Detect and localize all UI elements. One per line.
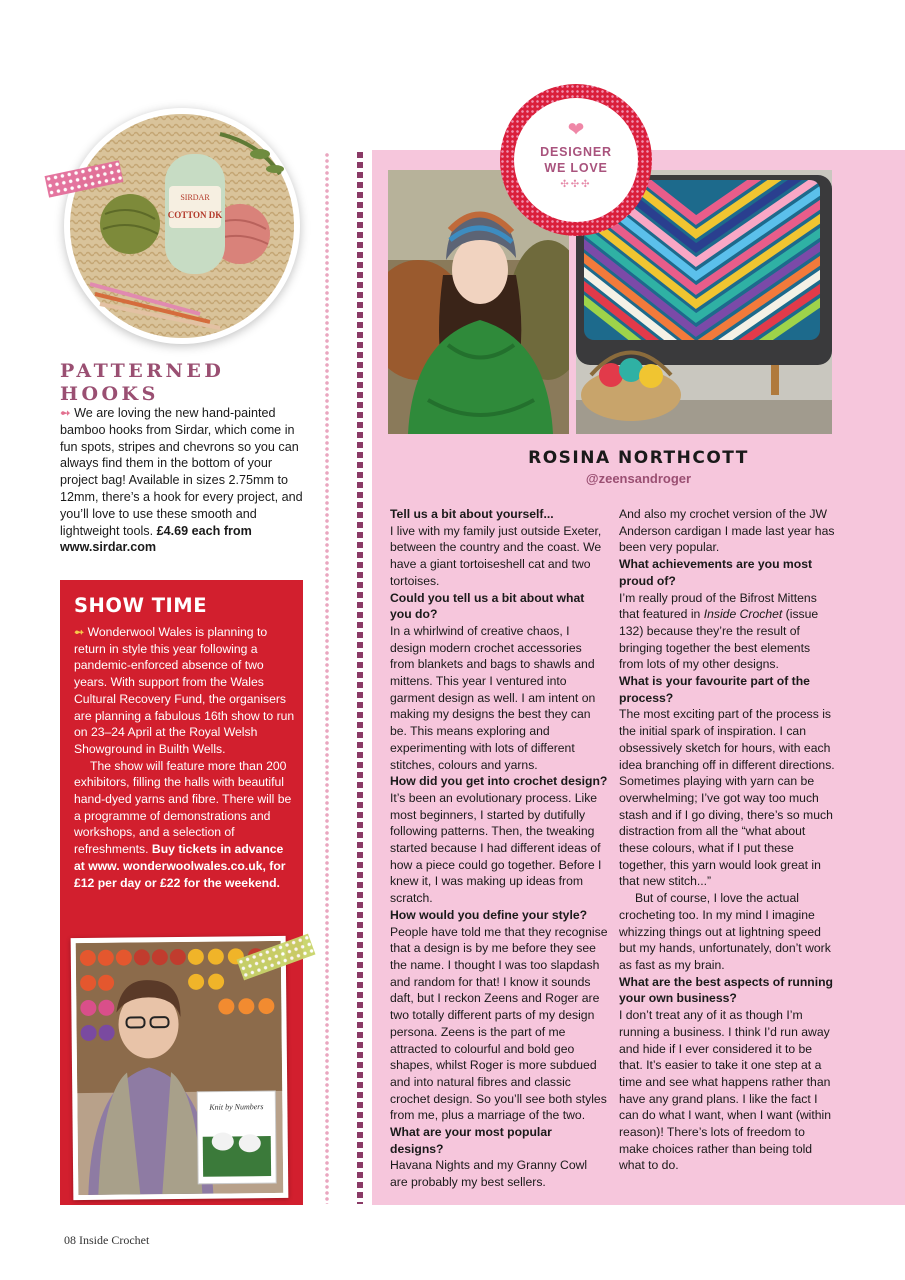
badge-line-2: WE LOVE [544, 161, 608, 175]
interview-column-1 [390, 506, 608, 1191]
page-number: 08 [64, 1233, 76, 1247]
dashed-divider [357, 152, 363, 1204]
patterned-hooks-title: PATTERNED HOOKS [60, 360, 225, 405]
page-footer [64, 1233, 149, 1248]
answer-1: I live with my family just outside Exeter, between the country and the coast. We have a giant tortoiseshell cat and two tortoises. [390, 523, 602, 588]
wonderwool-photo [76, 941, 284, 1195]
question-6: What achievements are you most proud of? [619, 557, 813, 588]
hooks-text: We are loving the new hand-painted bamboo hooks from Sirdar, which come in fun spots, stripes and chevrons so you can always find them in the bottom of your project bag! Available in sizes 2.75mm to 12mm, there’s a hook for every project, and you’ll love to use these smooth and lightweight tools. [60, 406, 303, 538]
answer-7: The most exciting part of the process is the initial spark of inspiration. I can obsessively sketch for hours, with each idea branching off in different directions. Sometimes playing with yarn can be overwhelming; I’ve got way too much stash and if I go diving, there’s so much distraction from all the “what about these colours, what if I put these together, this yarn would look great in that new stitch...” [619, 707, 835, 889]
badge-line-1: DESIGNER [540, 145, 612, 159]
answer-2: In a whirlwind of creative chaos, I design modern crochet accessories from blankets and bags to shawls and mittens. This year I ventured into garment design as well. I am intent on making my designs the best they can be. This means exploring and experimenting with lots of different stitches, colours and yarns. [390, 623, 596, 772]
hooks-price: £4.69 each from www.sirdar.com [60, 523, 252, 555]
show-time-title: SHOW TIME [74, 594, 208, 617]
yarn-photo [64, 108, 300, 344]
answer-8: I don’t treat any of it as though I’m running a business. I think I’d run away and hide if I ever considered it to be that. It’s easier to take it one step at a time and see what happens rather than have any grand plans. I like the fact I can do what I want, when I want (within reason)! There’s lots of freedom to make choices rather than being told what to do. [619, 1008, 832, 1173]
question-7: What is your favourite part of the process? [619, 674, 810, 705]
answer-3: It’s been an evolutionary process. Like most beginners, I started by dutifully following patterns. Then, the tweaking started because I had different ideas of how a piece could go together. Before I knew it, I was making up ideas from scratch. [390, 790, 602, 906]
question-8: What are the best aspects of running your own business? [619, 974, 833, 1006]
show-para-2: The show will feature more than 200 exhibitors, filling the halls with beautiful hand-dyed yarns and fibre. There will be a programme of demonstrations and workshops, and a selection of refreshments. [74, 758, 292, 857]
heart-icon: ❤ [567, 119, 585, 141]
answer-5-part-1: Havana Nights and my Granny Cowl are probably my best sellers. [390, 1158, 588, 1190]
patterned-hooks-body [60, 405, 304, 556]
answer-7b: But of course, I love the actual crocheting too. In my mind I imagine whizzing things out at lightning speed but my hands, unfortunately, don’t work as fast as my brain. [619, 891, 831, 972]
designer-we-love-badge [500, 84, 652, 236]
badge-dots-icon: ✣✣✣ [560, 179, 592, 190]
yarn-label-name: COTTON DK [167, 210, 223, 220]
show-para-1: Wonderwool Wales is planning to return in style this year following a pandemic-enforced absence of two years. With support from the Wales Cultural Recovery Fund, the organisers are planning a fabulous 16th show to run on 23–24 April at the Royal Welsh Showground in Builth Wells. [74, 625, 295, 756]
interview-column-2 [619, 506, 835, 1174]
question-1: Tell us a bit about yourself... [390, 507, 554, 521]
arrow-icon: ➻ [74, 625, 85, 639]
designer-name: ROSINA NORTHCOTT [528, 448, 749, 468]
question-5: What are your most popular designs? [390, 1125, 552, 1156]
answer-5-part-2: And also my crochet version of the JW Anderson cardigan I made last year has been very popular. [619, 507, 835, 555]
yarn-label-brand: SIRDAR [180, 193, 210, 202]
question-3: How did you get into crochet design? [390, 774, 608, 789]
show-time-text [74, 624, 296, 891]
question-4: How would you define your style? [390, 907, 588, 922]
question-2: Could you tell us a bit about what you do? [390, 590, 585, 622]
poster-text: Knit by Numbers [209, 1102, 264, 1112]
show-time-box [60, 580, 303, 1205]
yarn-illustration [70, 114, 294, 338]
answer-6: I’m really proud of the Bifrost Mittens that featured in Inside Crochet (issue 132) because they’re the result of bringing together the best elements from lots of my other designs. [619, 590, 819, 672]
arrow-icon: ➻ [60, 406, 71, 420]
show-tickets: Buy tickets in advance at www. wonderwoolwales.co.uk, for £12 per day or £22 for the weekend. [74, 842, 286, 890]
designer-handle: @zeensandroger [585, 471, 692, 486]
magazine-name: Inside Crochet [79, 1233, 150, 1247]
dotted-divider [322, 152, 332, 1204]
answer-4: People have told me that they recognise that a design is by me before they see the name. I thought I was too slapdash and random for that! I know it sounds daft, but I reckon Zeens and Roger are two totally different parts of my design persona. Zeens is the part of me attracted to colourful and bold geo shapes, whilst Roger is more subdued and into natural fibres and classic crochet design. So you’ll see both styles from me, plus a marriage of the two. [390, 924, 608, 1123]
